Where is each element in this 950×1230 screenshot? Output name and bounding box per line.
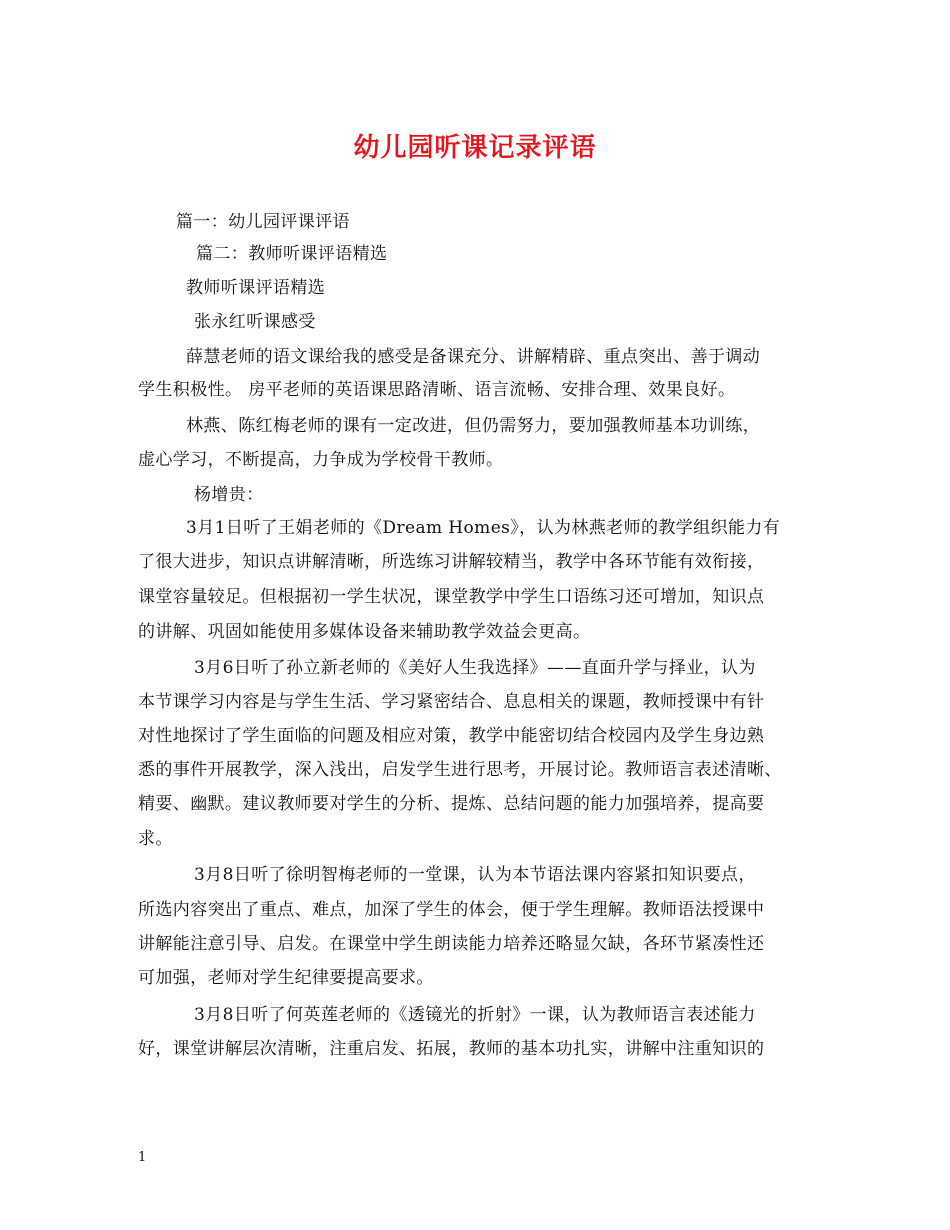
paragraph-line: 讲解能注意引导、启发。在课堂中学生朗读能力培养还略显欠缺，各环节紧凑性还 — [138, 934, 765, 954]
section-heading-2: 篇二：教师听课评语精选 — [196, 244, 388, 264]
paragraph-line: 可加强，老师对学生纪律要提高要求。 — [138, 968, 434, 988]
paragraph-line: 本节课学习内容是与学生生活、学习紧密结合、息息相关的课题，教师授课中有针 — [138, 692, 765, 712]
paragraph-line: 所选内容突出了重点、难点，加深了学生的体会，便于学生理解。教师语法授课中 — [138, 900, 765, 920]
paragraph-line: 3月8日听了何英莲老师的《透镜光的折射》一课，认为教师语言表述能力 — [194, 1005, 756, 1025]
paragraph-line: 虚心学习，不断提高，力争成为学校骨干教师。 — [138, 450, 504, 470]
author-heading: 杨增贵： — [194, 485, 264, 505]
paragraph-line: 林燕、陈红梅老师的课有一定改进，但仍需努力，要加强教师基本功训练， — [186, 416, 761, 436]
paragraph-line: 3月6日听了孙立新老师的《美好人生我选择》——直面升学与择业，认为 — [194, 658, 756, 678]
paragraph-line: 对性地探讨了学生面临的问题及相应对策，教学中能密切结合校园内及学生身边熟 — [138, 726, 765, 746]
paragraph-line: 悉的事件开展教学，深入浅出，启发学生进行思考，开展讨论。教师语言表述清晰、 — [138, 760, 782, 780]
paragraph-line: 的讲解、巩固如能使用多媒体设备来辅助教学效益会更高。 — [138, 622, 591, 642]
paragraph-line: 薛慧老师的语文课给我的感受是备课充分、讲解精辟、重点突出、善于调动 — [186, 347, 761, 367]
subheading: 教师听课评语精选 — [186, 278, 326, 298]
section-heading-1: 篇一：幼儿园评课评语 — [176, 212, 350, 232]
paragraph-line: 3月1日听了王娟老师的《Dream Homes》，认为林燕老师的教学组织能力有 — [186, 518, 781, 538]
author-heading: 张永红听课感受 — [194, 312, 316, 332]
paragraph-line: 了很大进步，知识点讲解清晰，所选练习讲解较精当，教学中各环节能有效衔接， — [138, 552, 765, 572]
paragraph-line: 精要、幽默。建议教师要对学生的分析、提炼、总结问题的能力加强培养，提高要 — [138, 794, 765, 814]
paragraph-line: 好，课堂讲解层次清晰，注重启发、拓展，教师的基本功扎实，讲解中注重知识的 — [138, 1039, 765, 1059]
paragraph-line: 3月8日听了徐明智梅老师的一堂课，认为本节语法课内容紧扣知识要点， — [194, 865, 756, 885]
document-title: 幼儿园听课记录评语 — [353, 133, 597, 163]
paragraph-line: 求。 — [138, 829, 173, 849]
paragraph-line: 课堂容量较足。但根据初一学生状况，课堂教学中学生口语练习还可增加，知识点 — [138, 587, 765, 607]
paragraph-line: 学生积极性。 房平老师的英语课思路清晰、语言流畅、安排合理、效果良好。 — [138, 380, 736, 400]
page-number: 1 — [138, 1150, 147, 1165]
